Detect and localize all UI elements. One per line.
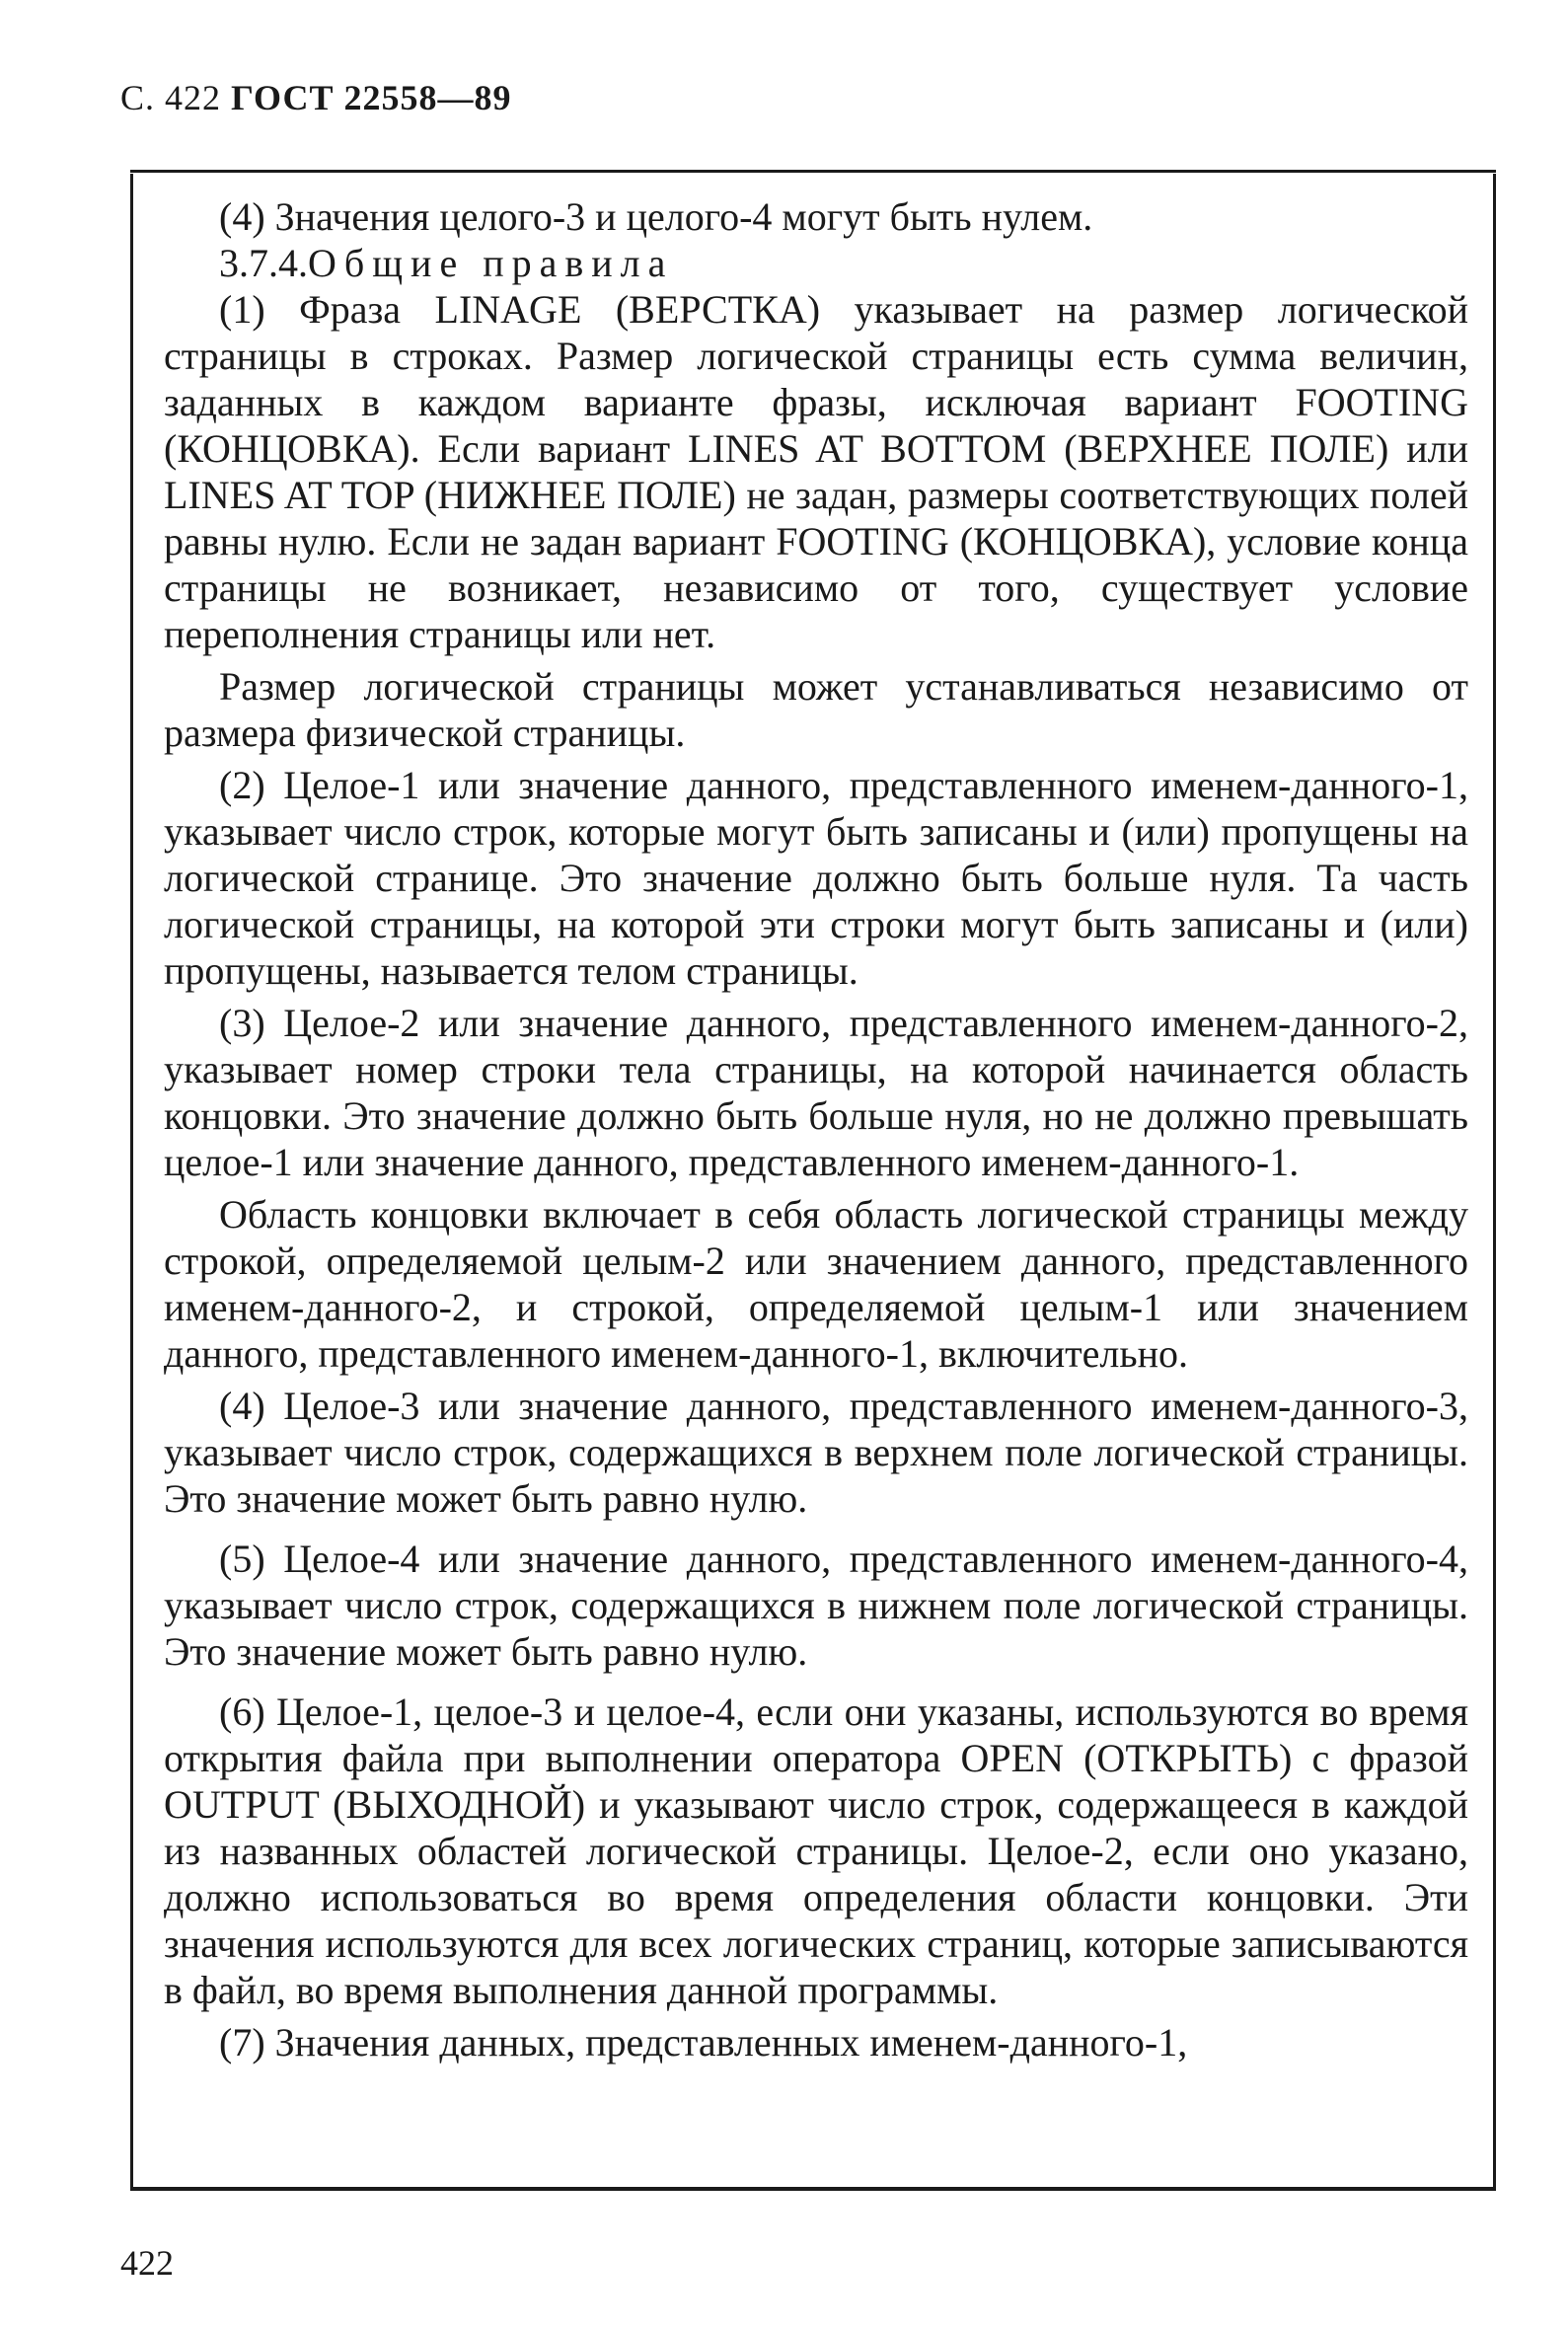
- page-header-prefix: С. 422: [120, 78, 222, 117]
- paragraph: (3) Целое-2 или значение данного, представленного именем-данного-2, указывает номер строки тела страницы, на которой начинается область концовки. Это значение должно быть больше нуля, но не должно превышать целое-1 или значение данного, представленного именем-данного-1.: [164, 1001, 1468, 1184]
- paragraph: Размер логической страницы может устанавливаться независимо от размера физической страницы.: [164, 664, 1468, 755]
- page-header: [120, 77, 511, 118]
- paragraph: (6) Целое-1, целое-3 и целое-4, если они указаны, используются во время открытия файла при выполнении оператора OPEN (ОТКРЫТЬ) с фразой OUTPUT (ВЫХОДНОЙ) и указывают число строк, содержащееся в каждой из названных областей логической страницы. Целое-2, если оно указано, должно использоваться во время определения области концовки. Эти значения используются для всех логических страниц, которые записываются в файл, во время выполнения данной программы.: [164, 1689, 1468, 2012]
- section-heading: [164, 240, 1468, 286]
- paragraph: (5) Целое-4 или значение данного, представленного именем-данного-4, указывает число строк, содержащихся в нижнем поле логической страницы. Это значение может быть равно нулю.: [164, 1537, 1468, 1674]
- page-number: 422: [120, 2243, 174, 2283]
- paragraph: (1) Фраза LINAGE (ВЕРСТКА) указывает на размер логической страницы в строках. Размер логической страницы есть сумма величин, заданных в каждом варианте фразы, исключая вариант FOOTING (КОНЦОВКА). Если вариант LINES AT BOTTOM (ВЕРХНЕЕ ПОЛЕ) или LINES AT TOP (НИЖНЕЕ ПОЛЕ) не задан, размеры соответствующих полей равны нулю. Если не задан вариант FOOTING (КОНЦОВКА), условие конца страницы не возникает, независимо от того, существует условие переполнения страницы или нет.: [164, 287, 1468, 656]
- paragraph: (4) Значения целого-3 и целого-4 могут быть нулем.: [219, 194, 1093, 239]
- paragraph: Область концовки включает в себя область логической страницы между строкой, определяемой целым-2 или значением данного, представленного именем-данного-2, и строкой, определяемой целым-1 или значением данного, представленного именем-данного-1, включительно.: [164, 1192, 1468, 1376]
- paragraph: (4) Целое-3 или значение данного, представленного именем-данного-3, указывает число строк, содержащихся в верхнем поле логической страницы. Это значение может быть равно нулю.: [164, 1384, 1468, 1521]
- paragraph: (2) Целое-1 или значение данного, представленного именем-данного-1, указывает число строк, которые могут быть записаны и (или) пропущены на логической странице. Это значение должно быть больше нуля. Та часть логической страницы, на которой эти строки могут быть записаны и (или) пропущены, называется телом страницы.: [164, 763, 1468, 993]
- paragraph: (7) Значения данных, представленных именем-данного-1,: [219, 2020, 1188, 2064]
- frame-top-rule: [130, 170, 1496, 173]
- section-title: Общие правила: [308, 241, 674, 285]
- document-body: [164, 193, 1468, 2065]
- section-number: 3.7.4.: [219, 241, 308, 285]
- standard-designation: ГОСТ 22558—89: [231, 78, 512, 117]
